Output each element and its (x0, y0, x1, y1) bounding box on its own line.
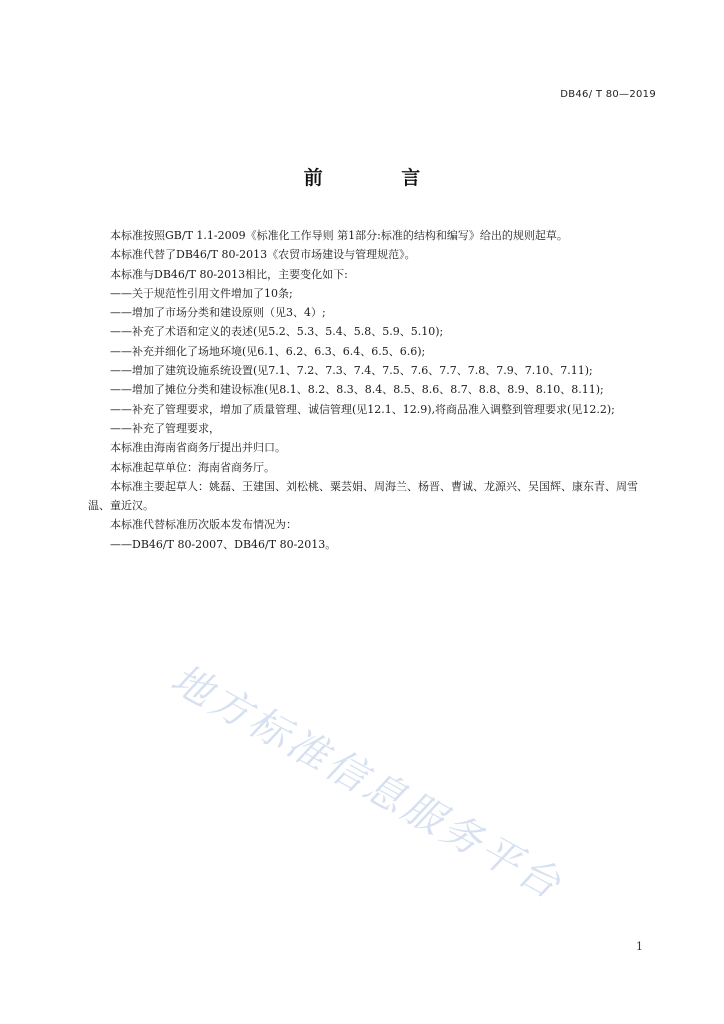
paragraph: 本标准与DB46/T 80-2013相比，主要变化如下: (110, 267, 348, 281)
watermark: 地方标准信息服务平台 (163, 655, 571, 910)
list-item: ——增加了摊位分类和建设标准(见8.1、8.2、8.3、8.4、8.5、8.6、8.7、8.8、8.9、8.10、8.11); (110, 383, 604, 397)
paragraph: 本标准代替了DB46/T 80-2013《农贸市场建设与管理规范》。 (110, 248, 416, 262)
page-title: 前 言 (303, 167, 457, 189)
list-item: ——补充并细化了场地环境(见6.1、6.2、6.3、6.4、6.5、6.6); (110, 344, 426, 358)
list-item: ——补充了管理要求，增加了质量管理、诚信管理(见12.1、12.9),将商品准入调整到管理要求(见12.2); (110, 402, 615, 416)
list-item: ——DB46/T 80-2007、DB46/T 80-2013。 (110, 537, 337, 551)
list-item: ——补充了管理要求， (110, 421, 220, 435)
page-number: 1 (636, 940, 643, 953)
paragraph: 本标准起草单位：海南省商务厅。 (110, 460, 275, 474)
list-item: ——增加了建筑设施系统设置(见7.1、7.2、7.3、7.4、7.5、7.6、7.7、7.8、7.9、7.10、7.11); (110, 364, 593, 378)
paragraph: 本标准由海南省商务厅提出并归口。 (110, 441, 286, 455)
paragraph: 本标准代替标准历次版本发布情况为： (110, 518, 297, 532)
list-item: ——增加了市场分类和建设原则（见3、4）; (110, 306, 326, 320)
standard-code-header: DB46/ T 80—2019 (560, 89, 656, 100)
paragraph: 本标准按照GB/T 1.1-2009《标准化工作导则 第1部分:标准的结构和编写》给出的规则起草。 (110, 229, 568, 242)
list-item: ——补充了术语和定义的表述(见5.2、5.3、5.4、5.8、5.9、5.10); (110, 325, 444, 339)
list-item: ——关于规范性引用文件增加了10条; (110, 286, 293, 300)
paragraph: 本标准主要起草人：姚磊、王建国、刘松桃、粟芸娟、周海兰、杨晋、曹诚、龙源兴、吴国辉、康东青、周雪温、童近汉。 (88, 479, 638, 513)
document-body (88, 226, 658, 554)
